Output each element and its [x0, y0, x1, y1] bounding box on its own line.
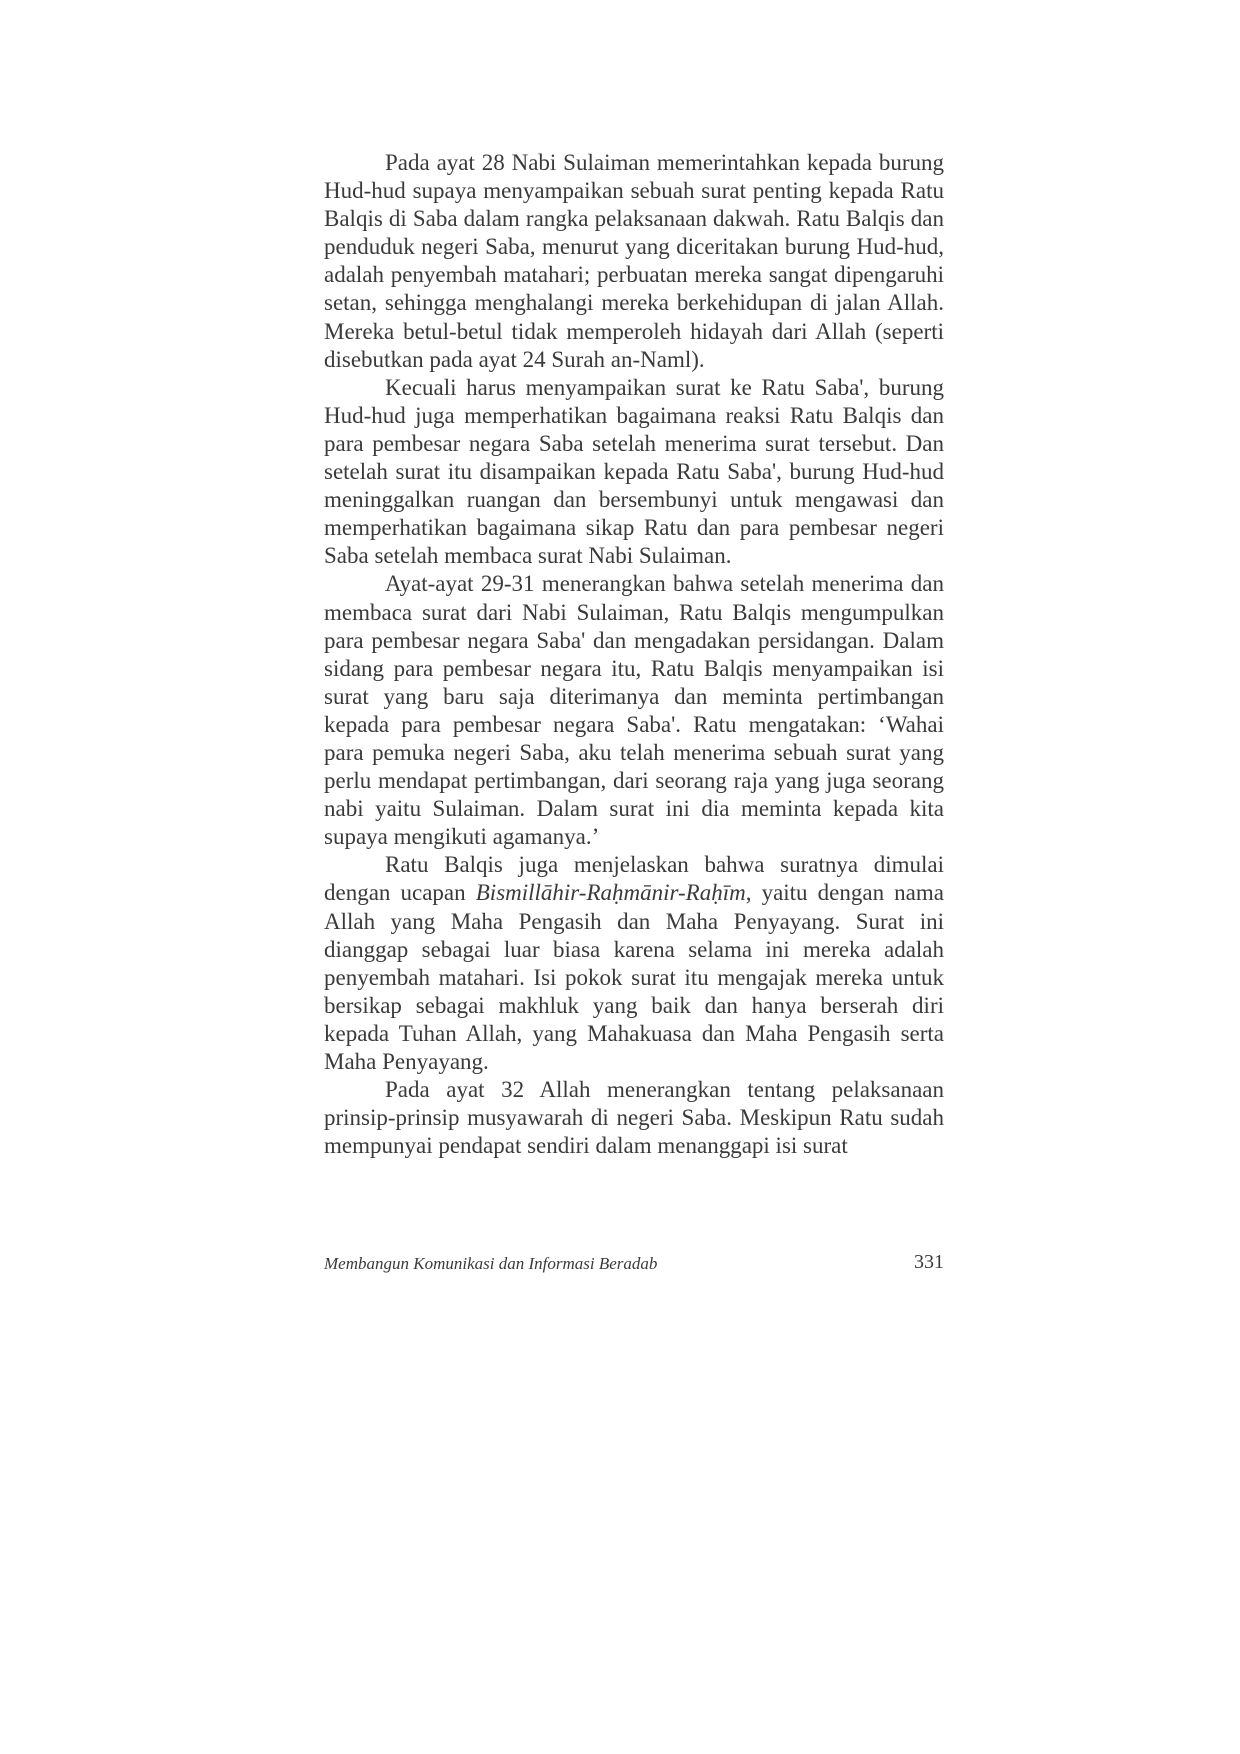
- body-text: [324, 149, 944, 1160]
- paragraph-4-italic-phrase: Bismillāhir-Raḥmānir-Raḥīm: [475, 880, 746, 906]
- paragraph-2: Kecuali harus menyampaikan surat ke Ratu Saba', burung Hud-hud juga memperhatikan bagaimana reaksi Ratu Balqis dan para pembesar negara Saba setelah menerima surat tersebut. Dan setelah surat itu disampaikan kepada Ratu Saba', burung Hud-hud meninggalkan ruangan dan bersembunyi untuk mengawasi dan memperhatikan bagaimana sikap Ratu dan para pembesar negeri Saba setelah membaca surat Nabi Sulaiman.: [324, 374, 944, 569]
- page-number: 331: [914, 1251, 944, 1273]
- paragraph-4-before: Ratu Balqis juga menjelaskan bahwa suratnya dimulai dengan ucapan: [324, 852, 944, 906]
- paragraph-3: Ayat-ayat 29-31 menerangkan bahwa setelah menerima dan membaca surat dari Nabi Sulaiman, Ratu Balqis mengumpulkan para pembesar negara Saba' dan mengadakan persidangan. Dalam sidang para pembesar negara itu, Ratu Balqis menyampaikan isi surat yang baru saja diterimanya dan meminta pertimbangan kepada para pembesar negara Saba'. Ratu mengatakan: ‘Wahai para pemuka negeri Saba, aku telah menerima sebuah surat yang perlu mendapat pertimbangan, dari seorang raja yang juga seorang nabi yaitu Sulaiman. Dalam surat ini dia meminta kepada kita supaya mengikuti agamanya.’: [324, 571, 944, 850]
- paragraph-5: Pada ayat 32 Allah menerangkan tentang pelaksanaan prinsip-prinsip musyawarah di negeri Saba. Meskipun Ratu sudah mempunyai pendapat sendiri dalam menanggapi isi surat: [324, 1077, 944, 1159]
- paragraph-4-after: , yaitu dengan nama Allah yang Maha Pengasih dan Maha Penyayang. Surat ini dianggap sebagai luar biasa karena selama ini mereka adalah penyembah matahari. Isi pokok surat itu mengajak mereka untuk bersikap sebagai makhluk yang baik dan hanya berserah diri kepada Tuhan Allah, yang Mahakuasa dan Maha Pengasih serta Maha Penyayang.: [324, 880, 944, 1074]
- paragraph-4: [324, 851, 944, 1076]
- running-footer-title: Membangun Komunikasi dan Informasi Beradab: [324, 1254, 658, 1273]
- paragraph-1: Pada ayat 28 Nabi Sulaiman memerintahkan kepada burung Hud-hud supaya menyampaikan sebuah surat penting kepada Ratu Balqis di Saba dalam rangka pelaksanaan dakwah. Ratu Balqis dan penduduk negeri Saba, menurut yang diceritakan burung Hud-hud, adalah penyembah matahari; perbuatan mereka sangat dipengaruhi setan, sehingga menghalangi mereka berkehidupan di jalan Allah. Mereka betul-betul tidak memperoleh hidayah dari Allah (seperti disebutkan pada ayat 24 Surah an-Naml).: [324, 150, 944, 372]
